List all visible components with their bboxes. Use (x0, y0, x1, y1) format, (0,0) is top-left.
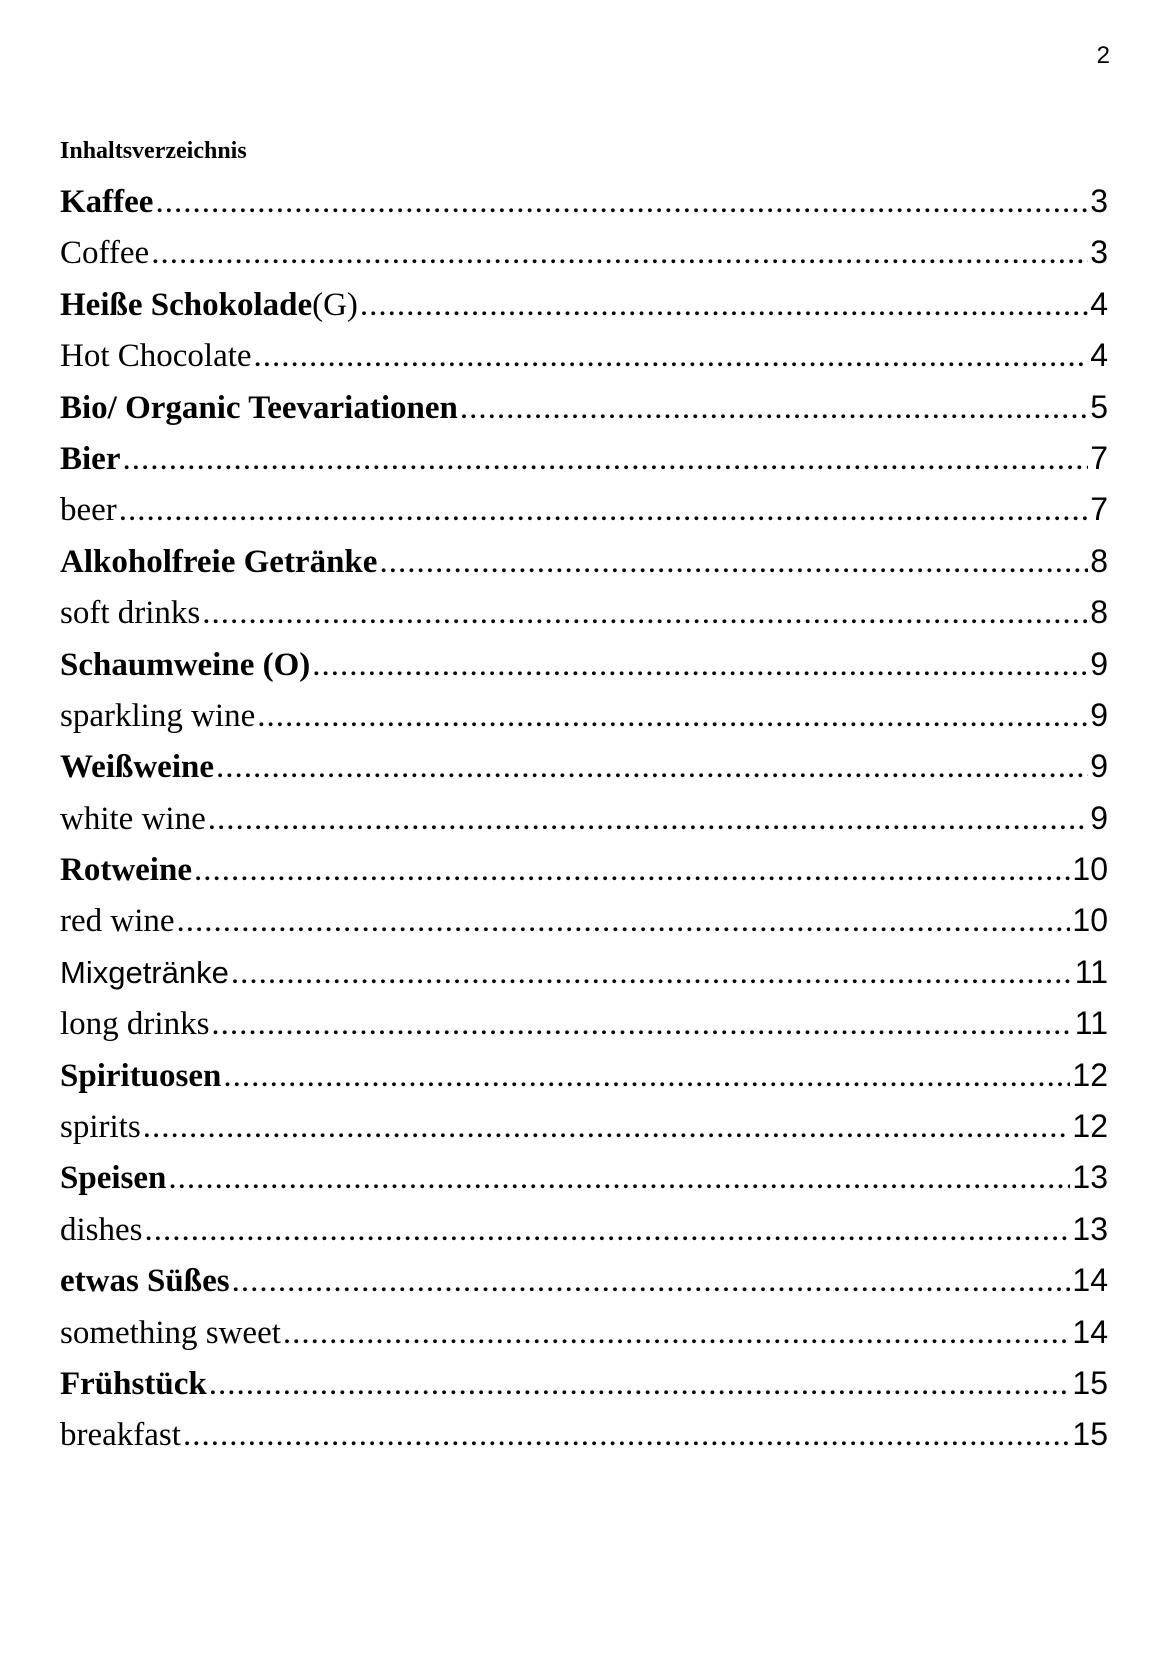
toc-entry-title-text: Coffee (60, 235, 150, 272)
toc-entry-page-number: 8 (1090, 594, 1108, 631)
toc-entry-page-number: 4 (1090, 337, 1108, 374)
toc-entry[interactable] (60, 1358, 1108, 1409)
dot-leader (231, 948, 1073, 999)
toc-entry-page-number: 15 (1072, 1364, 1108, 1401)
dot-leader (168, 1153, 1070, 1204)
toc-entry-page-number: 11 (1074, 953, 1108, 990)
toc-entry-title (60, 947, 229, 998)
toc-entry-title (60, 1256, 230, 1307)
dot-leader (155, 177, 1088, 228)
toc-heading: Inhaltsverzeichnis (60, 138, 247, 164)
toc-entry[interactable] (60, 1152, 1108, 1203)
toc-entry[interactable] (60, 947, 1108, 998)
toc-entry-title (60, 1102, 141, 1153)
toc-entry-page-number: 10 (1072, 902, 1108, 939)
toc-entry[interactable] (60, 227, 1108, 278)
dot-leader (143, 1102, 1071, 1153)
toc-entry-title (60, 845, 192, 896)
toc-entry-title (60, 331, 252, 382)
toc-entry-title-text: Hot Chocolate (60, 338, 252, 375)
toc-entry[interactable] (60, 1101, 1108, 1152)
dot-leader (254, 331, 1089, 382)
toc-entry-title (60, 1205, 143, 1256)
toc-entry[interactable] (60, 998, 1108, 1049)
toc-entry-page-number: 11 (1074, 1005, 1108, 1042)
toc-entry-title (60, 1153, 166, 1204)
toc-entry-page-number: 14 (1072, 1262, 1108, 1299)
toc-entry-title (60, 383, 458, 434)
toc-entry[interactable] (60, 587, 1108, 638)
toc-entry[interactable] (60, 382, 1108, 433)
dot-leader (194, 845, 1070, 896)
toc-entry-title (60, 794, 206, 845)
toc-entry-page-number: 10 (1072, 851, 1108, 888)
table-of-contents (60, 176, 1108, 1461)
toc-entry-title (60, 434, 120, 485)
dot-leader (283, 1308, 1071, 1359)
dot-leader (151, 228, 1088, 279)
toc-entry[interactable] (60, 1255, 1108, 1306)
toc-entry-title (60, 228, 149, 279)
toc-entry-title-suffix: (G) (312, 286, 358, 323)
toc-entry-title (60, 177, 153, 228)
toc-entry-title (60, 537, 377, 588)
toc-entry-title-text: soft drinks (60, 595, 201, 632)
dot-leader (183, 1410, 1070, 1461)
toc-entry[interactable] (60, 484, 1108, 535)
toc-entry-page-number: 9 (1090, 799, 1108, 836)
toc-entry-title-text: Schaumweine (O) (60, 646, 311, 683)
toc-entry[interactable] (60, 279, 1108, 330)
toc-entry-title-text: Spirituosen (60, 1057, 222, 1094)
toc-entry-page-number: 15 (1072, 1416, 1108, 1453)
toc-entry-page-number: 13 (1072, 1159, 1108, 1196)
toc-entry-title (60, 588, 200, 639)
dot-leader (177, 896, 1071, 947)
toc-entry[interactable] (60, 1409, 1108, 1460)
toc-entry-title-text: Kaffee (60, 184, 154, 220)
toc-entry[interactable] (60, 639, 1108, 690)
dot-leader (145, 1205, 1071, 1256)
toc-entry-title-text: Heiße Schokolade (60, 286, 313, 323)
page-number: 2 (1096, 42, 1110, 69)
toc-entry-title-text: something sweet (60, 1314, 281, 1351)
toc-entry[interactable] (60, 844, 1108, 895)
dot-leader (460, 383, 1088, 434)
dot-leader (202, 588, 1088, 639)
toc-entry-page-number: 12 (1072, 1056, 1108, 1093)
dot-leader (119, 485, 1088, 536)
toc-entry-title-text: sparkling wine (60, 697, 256, 734)
dot-leader (379, 537, 1088, 588)
toc-entry-title-text: Mixgetränke (60, 954, 229, 990)
toc-entry-title-text: Speisen (60, 1160, 167, 1197)
toc-entry-title-text: breakfast (60, 1417, 181, 1454)
toc-entry-title (60, 1308, 281, 1359)
dot-leader (208, 794, 1088, 845)
toc-entry-title (60, 999, 209, 1050)
toc-entry[interactable] (60, 1204, 1108, 1255)
toc-entry[interactable] (60, 1050, 1108, 1101)
dot-leader (209, 1359, 1071, 1410)
dot-leader (223, 1051, 1070, 1102)
toc-entry-title-text: Bier (60, 440, 121, 477)
toc-entry-title (60, 640, 310, 691)
toc-entry-title (60, 485, 117, 536)
toc-entry[interactable] (60, 741, 1108, 792)
toc-entry-page-number: 4 (1090, 285, 1108, 322)
toc-entry-title-text: spirits (60, 1109, 141, 1146)
toc-entry-page-number: 9 (1090, 696, 1108, 733)
toc-entry[interactable] (60, 793, 1108, 844)
toc-entry-page-number: 8 (1090, 542, 1108, 579)
toc-entry-title-text: Bio/ Organic Teevariationen (60, 389, 458, 426)
toc-entry-page-number: 3 (1090, 183, 1108, 219)
toc-entry-title (60, 896, 175, 947)
toc-entry-title-text: red wine (60, 903, 175, 940)
toc-entry-page-number: 3 (1090, 234, 1108, 271)
toc-entry-title-text: white wine (60, 800, 206, 837)
toc-entry-title-text: Alkoholfreie Getränke (60, 543, 378, 580)
toc-entry[interactable] (60, 176, 1108, 227)
toc-entry[interactable] (60, 1307, 1108, 1358)
toc-entry-title (60, 742, 214, 793)
toc-entry-title-text: Rotweine (60, 852, 192, 889)
toc-entry-page-number: 9 (1090, 645, 1108, 682)
toc-entry-page-number: 13 (1072, 1210, 1108, 1247)
toc-entry-page-number: 14 (1072, 1313, 1108, 1350)
toc-entry-title-text: Weißweine (60, 749, 214, 786)
toc-entry-title-text: dishes (60, 1211, 143, 1248)
dot-leader (122, 434, 1088, 485)
toc-entry-title-text: long drinks (60, 1006, 210, 1043)
dot-leader (211, 999, 1072, 1050)
dot-leader (216, 742, 1088, 793)
toc-entry[interactable] (60, 536, 1108, 587)
dot-leader (257, 691, 1088, 742)
dot-leader (360, 280, 1088, 331)
toc-entry-title-text: Frühstück (60, 1365, 207, 1402)
toc-entry-title (60, 280, 358, 331)
toc-entry-title (60, 1051, 221, 1102)
toc-entry-page-number: 12 (1072, 1108, 1108, 1145)
toc-entry-page-number: 7 (1090, 439, 1108, 476)
toc-entry-page-number: 5 (1090, 388, 1108, 425)
toc-entry-title-text: etwas Süßes (60, 1263, 230, 1300)
toc-entry[interactable] (60, 330, 1108, 381)
toc-entry-title (60, 1410, 181, 1461)
toc-entry-title (60, 1359, 207, 1410)
toc-entry[interactable] (60, 690, 1108, 741)
toc-entry[interactable] (60, 433, 1108, 484)
toc-entry-page-number: 9 (1090, 748, 1108, 785)
dot-leader (312, 640, 1088, 691)
toc-entry-page-number: 7 (1090, 491, 1108, 528)
toc-entry-title (60, 691, 255, 742)
dot-leader (232, 1256, 1071, 1307)
toc-entry-title-text: beer (60, 492, 117, 529)
toc-entry[interactable] (60, 895, 1108, 946)
